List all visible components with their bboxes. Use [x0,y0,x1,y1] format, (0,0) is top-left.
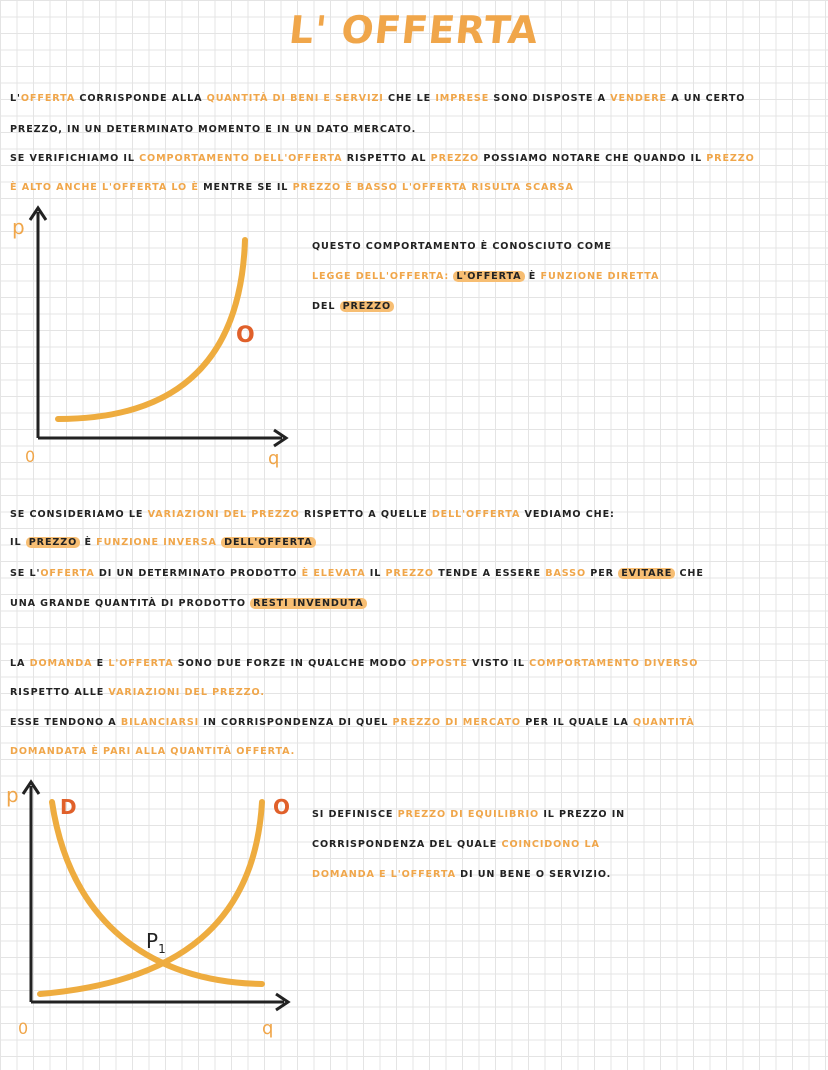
text: UNA GRANDE QUANTITÀ DI PRODOTTO [10,598,246,609]
text: LA [10,658,26,669]
p1-line-4 [10,181,574,195]
equilibrium-graph [0,772,300,1047]
demand-curve [52,802,262,984]
text: VARIAZIONI DEL PREZZO [147,509,300,520]
supply-curve [58,240,245,419]
supply-o-label: O [273,795,291,819]
text: QUANTITÀ [632,717,695,728]
p-axis-label: p [6,783,19,807]
p1-line-2: PREZZO, IN UN DETERMINATO MOMENTO E IN UN DATO MERCATO. [10,124,417,135]
text: LEGGE DELL'OFFERTA: [312,271,450,282]
text: ESSE TENDONO A [10,717,117,728]
text: CORRISPONDE ALLA [79,93,203,104]
text: IL [10,537,22,548]
q-axis-label: q [268,448,280,469]
text: DOMANDA [29,658,93,669]
p2-line-2 [10,536,316,550]
p3-line-2 [10,686,265,700]
p1-line-1 [10,92,745,106]
highlighted-text: PREZZO [26,537,80,548]
text: VENDERE [610,93,667,104]
text: QUANTITÀ DI BENI E SERVIZI [206,93,384,104]
p3-line-3 [10,716,695,730]
p1-line-3 [10,152,755,166]
highlighted-text: EVITARE [618,568,675,579]
eq-label: P [146,929,159,953]
highlighted-text: PREZZO [340,301,394,312]
curve-o-label: O [236,323,255,348]
eq-sub: 1 [158,942,166,956]
origin-label: 0 [18,1019,29,1038]
text: RISPETTO A QUELLE [303,509,428,520]
text: PER [590,568,614,579]
text: TENDE A ESSERE [438,568,541,579]
page-title: L' OFFERTA [287,8,541,52]
p-axis-label: p [12,215,25,239]
q-axis-label: q [262,1018,274,1039]
text: PREZZO DI EQUILIBRIO [397,809,540,820]
note1-line-2 [312,270,659,284]
supply-graph [0,200,300,470]
text: SE L' [10,568,41,579]
note1-line-3 [312,300,394,314]
text: DOMANDATA È PARI ALLA QUANTITÀ OFFERTA. [10,746,296,757]
text: IN CORRISPONDENZA DI QUEL [203,717,389,728]
text: VEDIAMO CHE: [524,509,615,520]
text: SI DEFINISCE [312,809,394,820]
text: PREZZO [706,153,755,164]
text: IL [369,568,382,579]
p3-line-4 [10,745,295,759]
demand-d-label: D [60,795,77,819]
text: OPPOSTE [411,658,468,669]
text: DOMANDA E L'OFFERTA [312,869,456,880]
note1-line-1: QUESTO COMPORTAMENTO È CONOSCIUTO COME [312,241,612,252]
text: COMPORTAMENTO DELL'OFFERTA [139,153,343,164]
text: PER IL QUALE LA [525,717,629,728]
text: L'OFFERTA [108,658,174,669]
text: DI UN DETERMINATO PRODOTTO [98,568,298,579]
text: FUNZIONE INVERSA [96,537,217,548]
text: RISPETTO AL [346,153,427,164]
text: FUNZIONE DIRETTA [540,271,660,282]
text: IL PREZZO IN [543,809,626,820]
text: MENTRE SE IL [203,182,289,193]
text: PREZZO DI MERCATO [392,717,521,728]
text: DEL [312,301,336,312]
text: IMPRESE [435,93,490,104]
text: A UN CERTO [671,93,746,104]
text: È ALTO ANCHE L'OFFERTA LO È [10,182,199,193]
text: È [84,537,92,548]
text: COINCIDONO LA [501,839,600,850]
origin-label: 0 [25,447,36,466]
p3-line-1 [10,657,698,671]
text: CHE [679,568,704,579]
text: POSSIAMO NOTARE CHE QUANDO IL [483,153,702,164]
supply-curve [40,802,262,994]
highlighted-text: RESTI INVENDUTA [250,598,366,609]
text: BILANCIARSI [120,717,200,728]
highlighted-text: DELL'OFFERTA [221,537,315,548]
text: OFFERTA [40,568,95,579]
text: VISTO IL [472,658,525,669]
text: SE CONSIDERIAMO LE [10,509,144,520]
highlighted-text: L'OFFERTA [453,271,524,282]
text: VARIAZIONI DEL PREZZO. [108,687,265,698]
text: PREZZO [385,568,434,579]
p2-line-4 [10,597,367,611]
note2-line-3 [312,868,611,882]
p2-line-1 [10,508,615,522]
text: PREZZO È BASSO L'OFFERTA RISULTA SCARSA [292,182,574,193]
text: OFFERTA [20,93,76,104]
p2-line-3 [10,567,704,581]
note2-line-2 [312,838,600,852]
text: L' [10,93,21,104]
text: PREZZO [430,153,480,164]
text: DI UN BENE O SERVIZIO. [460,869,612,880]
text: DELL'OFFERTA [431,509,521,520]
text: COMPORTAMENTO DIVERSO [529,658,699,669]
text: RISPETTO ALLE [10,687,105,698]
text: CHE LE [388,93,432,104]
text: SE VERIFICHIAMO IL [10,153,135,164]
text: SONO DISPOSTE A [493,93,606,104]
note2-line-1 [312,808,625,822]
text: SONO DUE FORZE IN QUALCHE MODO [177,658,407,669]
text: E [96,658,105,669]
text: CORRISPONDENZA DEL QUALE [312,839,498,850]
equilibrium-p1-label [146,929,166,956]
text: È [528,271,537,282]
text: È ELEVATA [301,568,366,579]
text: BASSO [545,568,587,579]
